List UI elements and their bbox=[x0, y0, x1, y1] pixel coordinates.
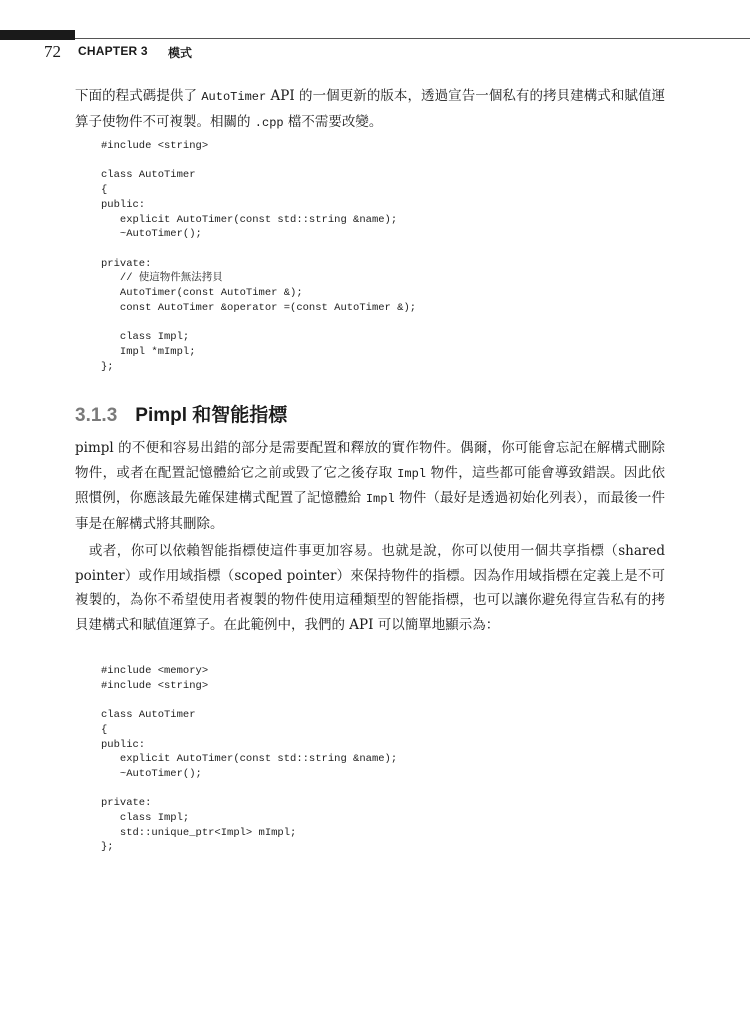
para2-code-impl-1: Impl bbox=[397, 466, 426, 481]
header-rule bbox=[75, 38, 750, 39]
code-block-1: #include <string> class AutoTimer { public: explicit AutoTimer(const std::string &name); ~AutoTimer(); private: // 使這物件無法拷貝 AutoTimer(const AutoTimer &); const AutoTimer &operator =(const AutoTimer &); class Impl; Impl *mImpl; }; bbox=[101, 140, 417, 373]
para2-text-2: 物件，這些都可能會導致錯誤。因此依照慣例，你應該最先確保建構式配置了記憶體給 bbox=[75, 464, 665, 506]
intro-text-3: 檔不需要改變。 bbox=[283, 113, 383, 130]
page-number: 72 bbox=[44, 42, 61, 61]
intro-text-1: 下面的程式碼提供了 bbox=[75, 88, 202, 104]
code-block-2: #include <memory> #include <string> class AutoTimer { public: explicit AutoTimer(const std::string &name); ~AutoTimer(); private: class Impl; std::unique_ptr<Impl> mImpl; }; bbox=[101, 665, 398, 854]
intro-code-autotimer: AutoTimer bbox=[201, 90, 267, 104]
intro-code-cpp: .cpp bbox=[254, 115, 284, 130]
section-number: 3.1.3 bbox=[75, 405, 118, 426]
body-paragraph-2: 或者，你可以依賴智能指標使這件事更加容易。也就是說，你可以使用一個共享指標（shared pointer）或作用域指標（scoped pointer）來保持物件的指標。因為作用域指標在定義上是不可複製的，為你不希望使用者複製的物件使用這種類型的智能指標，也可以讓你避免得宣告私有的拷貝建構式和賦值運算子。在此範例中，我們的 API 可以簡單地顯示為： bbox=[75, 543, 665, 633]
chapter-label: CHAPTER 3 bbox=[78, 44, 148, 58]
body-paragraph-1 bbox=[75, 436, 665, 536]
section-heading bbox=[75, 400, 287, 427]
chapter-title: 模式 bbox=[168, 46, 193, 60]
section-title: Pimpl 和智能指標 bbox=[135, 405, 288, 426]
header-tab-bar bbox=[0, 30, 75, 40]
para2-code-impl-2: Impl bbox=[365, 492, 395, 506]
intro-text-2: API 的一個更新的版本，透過宣告一個私有的拷貝建構式和賦值運算子使物件不可複製。相關的 bbox=[75, 88, 665, 130]
para2-text-3: 物件（最好是透過初始化列表），而最後一件事是在解構式將其刪除。 bbox=[75, 490, 665, 532]
intro-paragraph bbox=[75, 84, 665, 135]
para2-text-1: pimpl 的不便和容易出錯的部分是需要配置和釋放的實作物件。偶爾，你可能會忘記在解構式刪除物件，或者在配置記憶體給它之前或毀了它之後存取 bbox=[75, 440, 665, 481]
